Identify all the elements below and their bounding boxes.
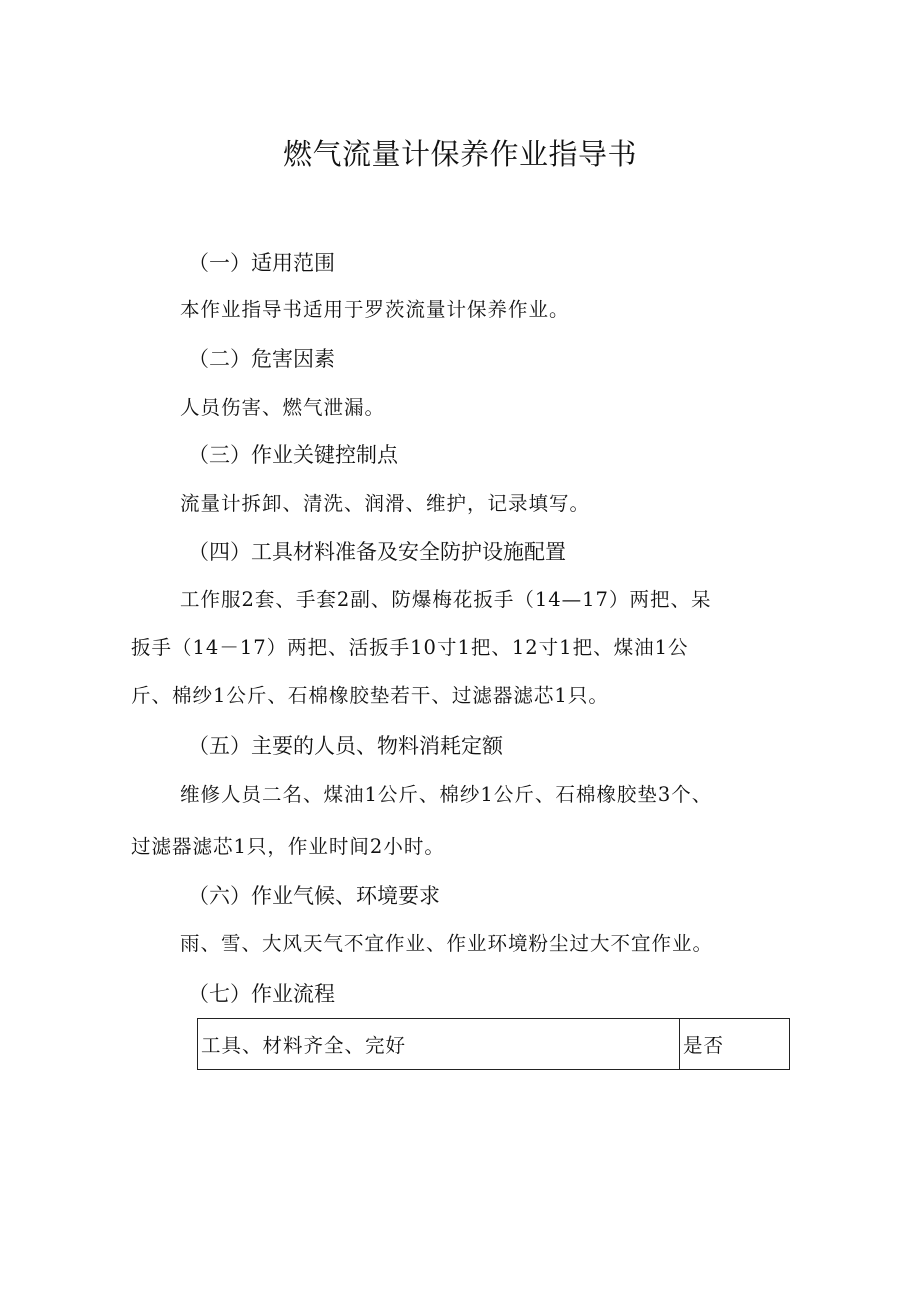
workflow-check-cell: 是否 bbox=[680, 1019, 790, 1070]
section-heading-environment: （六）作业气候、环境要求 bbox=[188, 884, 440, 908]
document-title: 燃气流量计保养作业指导书 bbox=[282, 137, 637, 171]
section-text-tools-line-2: 扳手（14－17）两把、活扳手10寸1把、12寸1把、煤油1公 bbox=[131, 636, 689, 659]
section-text-consumption-line-1: 维修人员二名、煤油1公斤、棉纱1公斤、石棉橡胶垫3个、 bbox=[180, 783, 713, 806]
section-text-consumption-line-2: 过滤器滤芯1只，作业时间2小时。 bbox=[131, 835, 445, 858]
workflow-table bbox=[197, 1018, 790, 1070]
section-text-control-points: 流量计拆卸、清洗、润滑、维护，记录填写。 bbox=[180, 492, 591, 515]
section-text-hazards: 人员伤害、燃气泄漏。 bbox=[180, 396, 386, 419]
section-heading-consumption: （五）主要的人员、物料消耗定额 bbox=[188, 734, 503, 758]
table-row bbox=[198, 1019, 790, 1070]
section-heading-control-points: （三）作业关键控制点 bbox=[188, 443, 398, 467]
workflow-item-cell: 工具、材料齐全、完好 bbox=[198, 1019, 680, 1070]
section-text-scope: 本作业指导书适用于罗茨流量计保养作业。 bbox=[180, 298, 570, 321]
section-text-tools-line-1: 工作服2套、手套2副、防爆梅花扳手（14—17）两把、呆 bbox=[180, 588, 712, 611]
section-heading-tools: （四）工具材料准备及安全防护设施配置 bbox=[188, 540, 566, 564]
section-heading-scope: （一）适用范围 bbox=[188, 251, 335, 275]
section-heading-workflow: （七）作业流程 bbox=[188, 982, 335, 1006]
section-text-environment: 雨、雪、大风天气不宜作业、作业环境粉尘过大不宜作业。 bbox=[180, 932, 714, 955]
section-text-tools-line-3: 斤、棉纱1公斤、石棉橡胶垫若干、过滤器滤芯1只。 bbox=[131, 684, 609, 707]
section-heading-hazards: （二）危害因素 bbox=[188, 347, 335, 371]
